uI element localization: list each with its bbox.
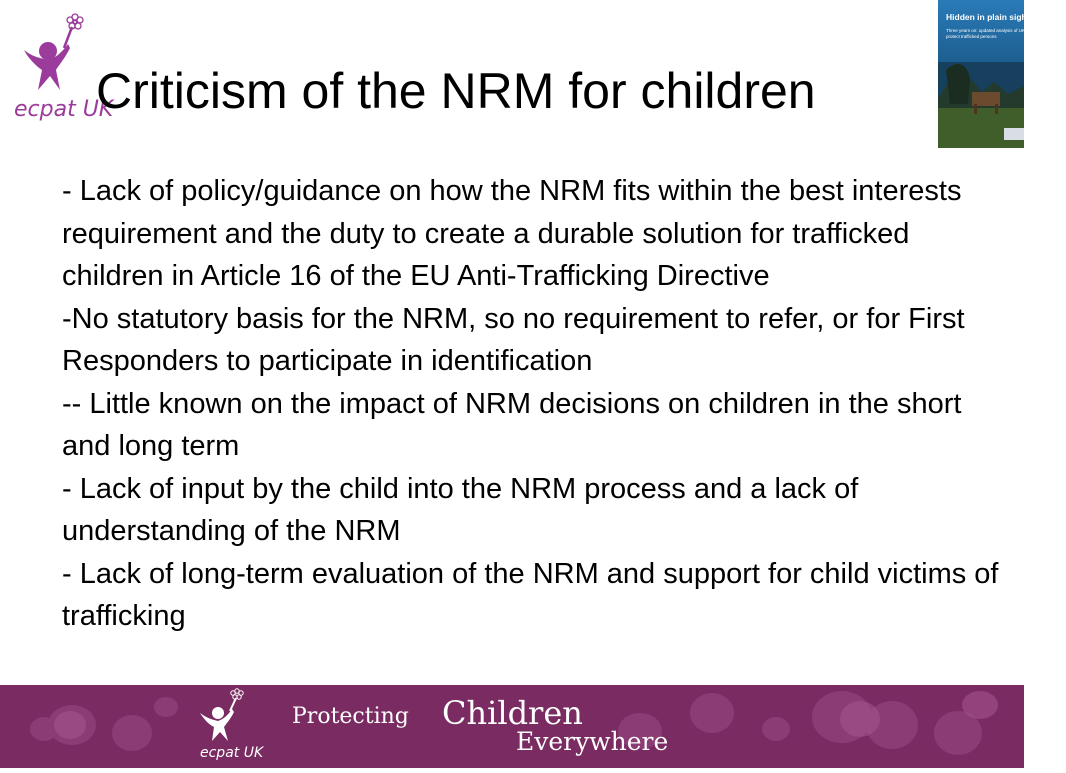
page-title: Criticism of the NRM for children — [96, 63, 816, 119]
bullet-item: - Lack of policy/guidance on how the NRM fits within the best interests requirement and the duty to create a durable solution for trafficked children in Article 16 of the EU Anti-Trafficking Directive — [62, 175, 962, 292]
tagline-protecting: Protecting — [292, 704, 409, 729]
report-cover-image — [938, 0, 1052, 148]
report-cover-subtitle: Three years on: updated analysis of UK measures to protect trafficked persons — [946, 28, 1052, 39]
bullet-item: -No statutory basis for the NRM, so no requirement to refer, or for First Responders to participate in identification — [62, 302, 965, 377]
slide-body — [62, 170, 1012, 638]
bullet-item: - Lack of input by the child into the NRM process and a lack of understanding of the NRM — [62, 472, 859, 547]
logo-lettering: ecpat UK — [200, 745, 264, 761]
tagline-everywhere: Everywhere — [516, 727, 669, 756]
bullet-item: - Lack of long-term evaluation of the NRM and support for child victims of trafficking — [62, 557, 999, 632]
bullet-item: -- Little known on the impact of NRM decisions on children in the short and long term — [62, 387, 962, 462]
flower-icon — [231, 689, 243, 699]
tagline-children: Children — [442, 694, 583, 732]
ecpat-uk-logo — [12, 8, 114, 142]
logo-lettering: ecpat UK — [14, 97, 114, 122]
flower-icon — [67, 14, 83, 29]
footer-ecpat-logo — [176, 685, 266, 768]
report-cover-title: Hidden in plain sight — [946, 12, 1030, 22]
